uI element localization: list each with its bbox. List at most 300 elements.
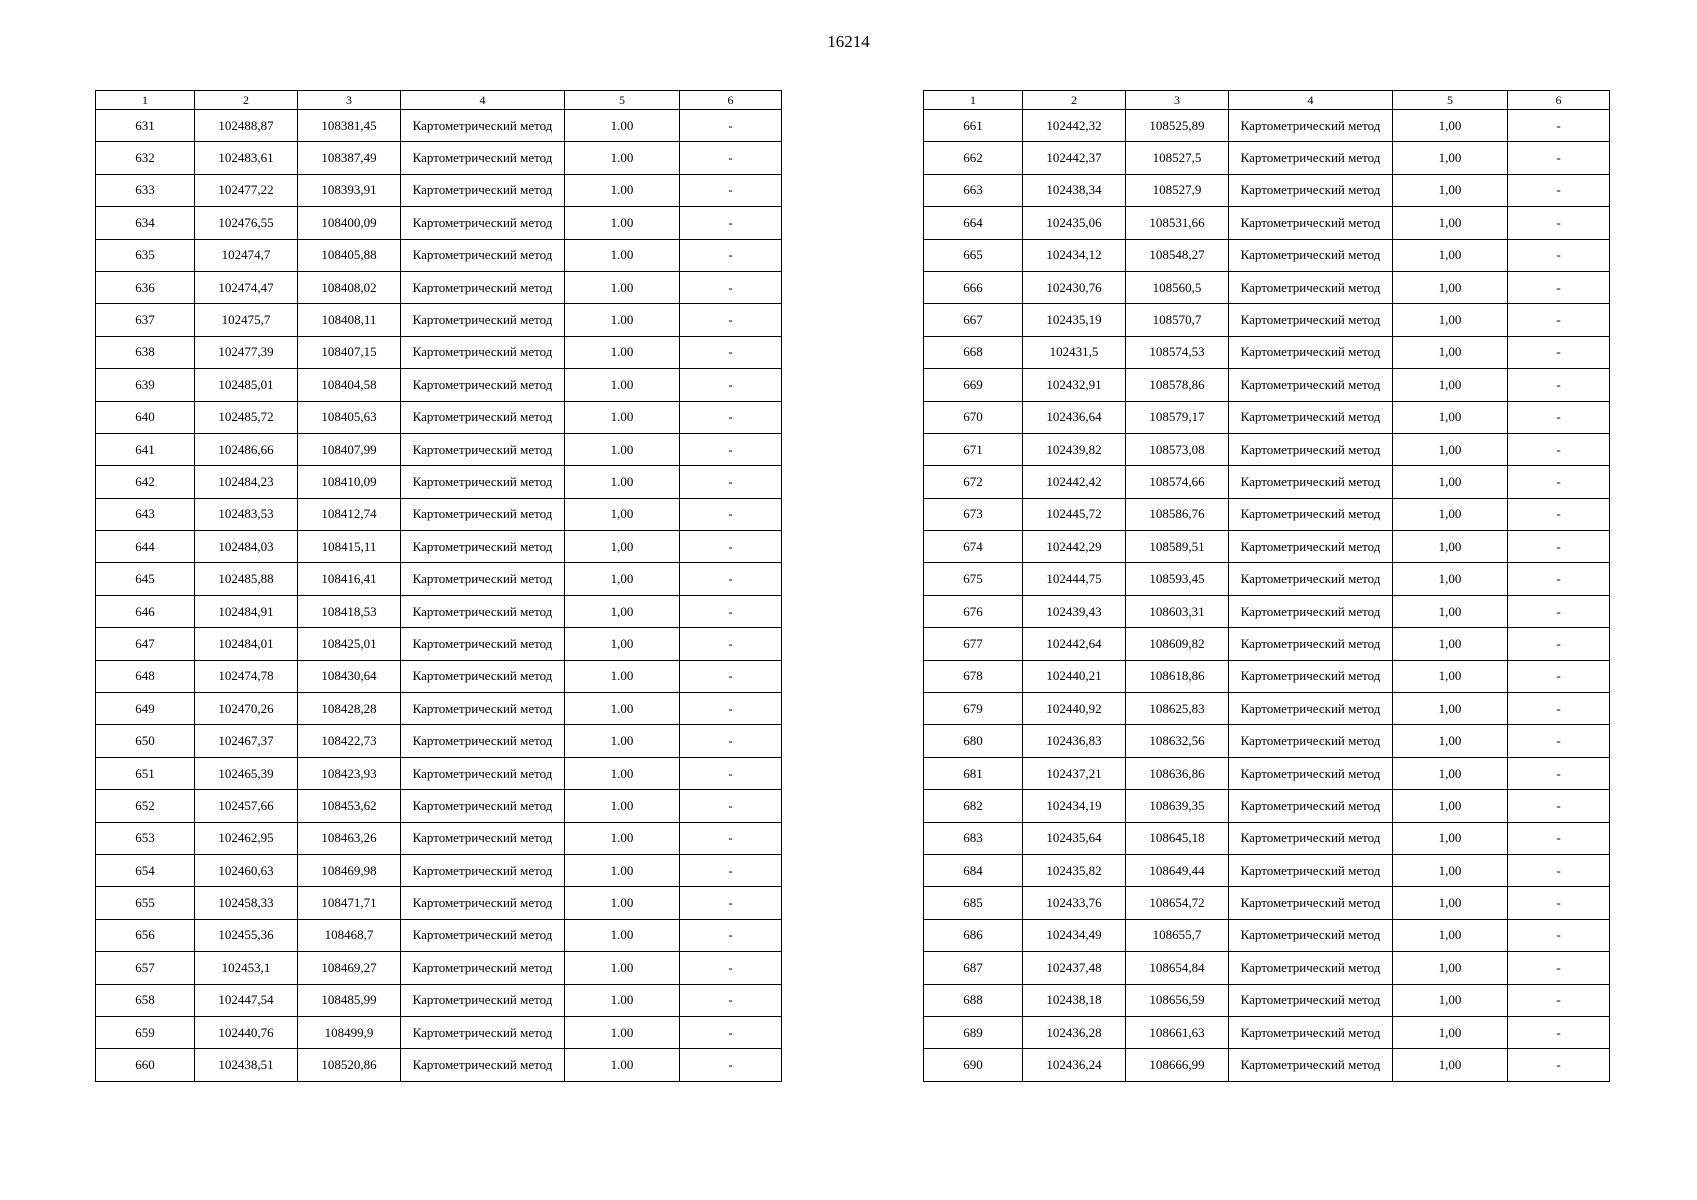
x-coordinate-cell: 102484,01 (195, 628, 298, 660)
method-cell: Картометрический метод (1229, 271, 1393, 303)
note-cell: - (1508, 595, 1610, 627)
y-coordinate-cell: 108573,08 (1126, 433, 1229, 465)
x-coordinate-cell: 102484,91 (195, 595, 298, 627)
note-cell: - (1508, 757, 1610, 789)
method-cell: Картометрический метод (1229, 984, 1393, 1016)
method-cell: Картометрический метод (401, 531, 565, 563)
x-coordinate-cell: 102442,32 (1023, 110, 1126, 142)
method-cell: Картометрический метод (401, 919, 565, 951)
method-cell: Картометрический метод (1229, 822, 1393, 854)
method-cell: Картометрический метод (401, 433, 565, 465)
note-cell: - (680, 628, 782, 660)
y-coordinate-cell: 108453,62 (298, 790, 401, 822)
x-coordinate-cell: 102474,47 (195, 271, 298, 303)
note-cell: - (1508, 110, 1610, 142)
note-cell: - (680, 239, 782, 271)
x-coordinate-cell: 102484,23 (195, 466, 298, 498)
point-number-cell: 660 (96, 1049, 195, 1081)
table-row (96, 1049, 782, 1081)
column-header: 3 (298, 91, 401, 110)
method-cell: Картометрический метод (401, 595, 565, 627)
note-cell: - (680, 531, 782, 563)
y-coordinate-cell: 108405,63 (298, 401, 401, 433)
note-cell: - (680, 433, 782, 465)
table-row (96, 887, 782, 919)
method-cell: Картометрический метод (401, 693, 565, 725)
y-coordinate-cell: 108410,09 (298, 466, 401, 498)
accuracy-cell: 1,00 (1393, 142, 1508, 174)
accuracy-cell: 1,00 (565, 595, 680, 627)
table-row (924, 207, 1610, 239)
y-coordinate-cell: 108415,11 (298, 531, 401, 563)
accuracy-cell: 1,00 (1393, 854, 1508, 886)
table-row (924, 271, 1610, 303)
y-coordinate-cell: 108531,66 (1126, 207, 1229, 239)
accuracy-cell: 1.00 (565, 1049, 680, 1081)
accuracy-cell: 1.00 (565, 757, 680, 789)
note-cell: - (1508, 563, 1610, 595)
x-coordinate-cell: 102474,78 (195, 660, 298, 692)
point-number-cell: 644 (96, 531, 195, 563)
y-coordinate-cell: 108654,72 (1126, 887, 1229, 919)
table-body (924, 110, 1610, 1082)
note-cell: - (1508, 142, 1610, 174)
method-cell: Картометрический метод (401, 336, 565, 368)
y-coordinate-cell: 108609,82 (1126, 628, 1229, 660)
point-number-cell: 631 (96, 110, 195, 142)
note-cell: - (680, 336, 782, 368)
accuracy-cell: 1.00 (565, 984, 680, 1016)
table-row (924, 725, 1610, 757)
note-cell: - (1508, 628, 1610, 660)
table-row (924, 401, 1610, 433)
x-coordinate-cell: 102447,54 (195, 984, 298, 1016)
note-cell: - (680, 1016, 782, 1048)
table-row (924, 239, 1610, 271)
y-coordinate-cell: 108603,31 (1126, 595, 1229, 627)
note-cell: - (680, 887, 782, 919)
y-coordinate-cell: 108520,86 (298, 1049, 401, 1081)
point-number-cell: 646 (96, 595, 195, 627)
point-number-cell: 652 (96, 790, 195, 822)
point-number-cell: 655 (96, 887, 195, 919)
x-coordinate-cell: 102488,87 (195, 110, 298, 142)
method-cell: Картометрический метод (1229, 433, 1393, 465)
accuracy-cell: 1.00 (565, 887, 680, 919)
column-header: 5 (1393, 91, 1508, 110)
x-coordinate-cell: 102440,76 (195, 1016, 298, 1048)
note-cell: - (1508, 887, 1610, 919)
table-row (924, 304, 1610, 336)
method-cell: Картометрический метод (1229, 239, 1393, 271)
table-row (96, 110, 782, 142)
method-cell: Картометрический метод (401, 725, 565, 757)
table-row (96, 1016, 782, 1048)
point-number-cell: 663 (924, 174, 1023, 206)
method-cell: Картометрический метод (401, 271, 565, 303)
table-row (924, 757, 1610, 789)
accuracy-cell: 1,00 (1393, 433, 1508, 465)
table-row (924, 531, 1610, 563)
table-row (96, 304, 782, 336)
point-number-cell: 632 (96, 142, 195, 174)
note-cell: - (1508, 725, 1610, 757)
y-coordinate-cell: 108636,86 (1126, 757, 1229, 789)
table-row (96, 369, 782, 401)
point-number-cell: 645 (96, 563, 195, 595)
x-coordinate-cell: 102431,5 (1023, 336, 1126, 368)
x-coordinate-cell: 102453,1 (195, 952, 298, 984)
note-cell: - (1508, 1049, 1610, 1081)
x-coordinate-cell: 102483,53 (195, 498, 298, 530)
point-number-cell: 676 (924, 595, 1023, 627)
note-cell: - (680, 304, 782, 336)
x-coordinate-cell: 102474,7 (195, 239, 298, 271)
table-row (96, 271, 782, 303)
y-coordinate-cell: 108418,53 (298, 595, 401, 627)
point-number-cell: 654 (96, 854, 195, 886)
accuracy-cell: 1.00 (565, 466, 680, 498)
method-cell: Картометрический метод (401, 563, 565, 595)
method-cell: Картометрический метод (1229, 174, 1393, 206)
accuracy-cell: 1,00 (1393, 369, 1508, 401)
method-cell: Картометрический метод (401, 498, 565, 530)
y-coordinate-cell: 108593,45 (1126, 563, 1229, 595)
accuracy-cell: 1,00 (1393, 110, 1508, 142)
x-coordinate-cell: 102439,82 (1023, 433, 1126, 465)
point-number-cell: 651 (96, 757, 195, 789)
table-row (924, 595, 1610, 627)
x-coordinate-cell: 102430,76 (1023, 271, 1126, 303)
column-header: 4 (1229, 91, 1393, 110)
accuracy-cell: 1,00 (1393, 1049, 1508, 1081)
table-row (96, 919, 782, 951)
y-coordinate-cell: 108469,27 (298, 952, 401, 984)
accuracy-cell: 1,00 (1393, 336, 1508, 368)
x-coordinate-cell: 102435,06 (1023, 207, 1126, 239)
table-row (96, 207, 782, 239)
note-cell: - (680, 725, 782, 757)
y-coordinate-cell: 108589,51 (1126, 531, 1229, 563)
x-coordinate-cell: 102435,82 (1023, 854, 1126, 886)
x-coordinate-cell: 102438,34 (1023, 174, 1126, 206)
method-cell: Картометрический метод (401, 822, 565, 854)
y-coordinate-cell: 108404,58 (298, 369, 401, 401)
y-coordinate-cell: 108408,02 (298, 271, 401, 303)
table-row (924, 693, 1610, 725)
point-number-cell: 636 (96, 271, 195, 303)
point-number-cell: 678 (924, 660, 1023, 692)
method-cell: Картометрический метод (1229, 110, 1393, 142)
x-coordinate-cell: 102442,29 (1023, 531, 1126, 563)
note-cell: - (1508, 952, 1610, 984)
point-number-cell: 686 (924, 919, 1023, 951)
y-coordinate-cell: 108579,17 (1126, 401, 1229, 433)
method-cell: Картометрический метод (1229, 757, 1393, 789)
table-row (924, 887, 1610, 919)
method-cell: Картометрический метод (1229, 466, 1393, 498)
x-coordinate-cell: 102477,22 (195, 174, 298, 206)
accuracy-cell: 1.00 (565, 304, 680, 336)
table-row (924, 466, 1610, 498)
method-cell: Картометрический метод (401, 401, 565, 433)
point-number-cell: 672 (924, 466, 1023, 498)
point-number-cell: 680 (924, 725, 1023, 757)
y-coordinate-cell: 108645,18 (1126, 822, 1229, 854)
method-cell: Картометрический метод (1229, 628, 1393, 660)
note-cell: - (1508, 207, 1610, 239)
y-coordinate-cell: 108655,7 (1126, 919, 1229, 951)
note-cell: - (680, 822, 782, 854)
method-cell: Картометрический метод (1229, 1049, 1393, 1081)
table-row (96, 854, 782, 886)
y-coordinate-cell: 108400,09 (298, 207, 401, 239)
point-number-cell: 640 (96, 401, 195, 433)
table-row (924, 952, 1610, 984)
y-coordinate-cell: 108423,93 (298, 757, 401, 789)
x-coordinate-cell: 102455,36 (195, 919, 298, 951)
note-cell: - (1508, 790, 1610, 822)
table-row (924, 790, 1610, 822)
y-coordinate-cell: 108469,98 (298, 854, 401, 886)
method-cell: Картометрический метод (1229, 1016, 1393, 1048)
x-coordinate-cell: 102444,75 (1023, 563, 1126, 595)
accuracy-cell: 1,00 (1393, 1016, 1508, 1048)
table-row (96, 466, 782, 498)
method-cell: Картометрический метод (401, 790, 565, 822)
method-cell: Картометрический метод (401, 628, 565, 660)
method-cell: Картометрический метод (1229, 401, 1393, 433)
accuracy-cell: 1.00 (565, 919, 680, 951)
method-cell: Картометрический метод (1229, 887, 1393, 919)
point-number-cell: 689 (924, 1016, 1023, 1048)
header-row (96, 91, 782, 110)
note-cell: - (1508, 498, 1610, 530)
table-row (96, 822, 782, 854)
table-row (96, 952, 782, 984)
note-cell: - (1508, 693, 1610, 725)
note-cell: - (1508, 466, 1610, 498)
method-cell: Картометрический метод (1229, 660, 1393, 692)
method-cell: Картометрический метод (1229, 207, 1393, 239)
accuracy-cell: 1,00 (1393, 952, 1508, 984)
column-header: 5 (565, 91, 680, 110)
x-coordinate-cell: 102439,43 (1023, 595, 1126, 627)
y-coordinate-cell: 108574,66 (1126, 466, 1229, 498)
note-cell: - (680, 369, 782, 401)
accuracy-cell: 1.00 (565, 952, 680, 984)
x-coordinate-cell: 102434,49 (1023, 919, 1126, 951)
point-number-cell: 647 (96, 628, 195, 660)
table-row (96, 401, 782, 433)
note-cell: - (680, 952, 782, 984)
table-row (96, 660, 782, 692)
y-coordinate-cell: 108381,45 (298, 110, 401, 142)
method-cell: Картометрический метод (1229, 531, 1393, 563)
table-row (96, 725, 782, 757)
table-row (96, 628, 782, 660)
method-cell: Картометрический метод (1229, 952, 1393, 984)
accuracy-cell: 1,00 (1393, 693, 1508, 725)
accuracy-cell: 1.00 (565, 336, 680, 368)
x-coordinate-cell: 102434,12 (1023, 239, 1126, 271)
y-coordinate-cell: 108425,01 (298, 628, 401, 660)
accuracy-cell: 1.00 (565, 725, 680, 757)
method-cell: Картометрический метод (401, 660, 565, 692)
x-coordinate-cell: 102440,21 (1023, 660, 1126, 692)
accuracy-cell: 1.00 (565, 239, 680, 271)
accuracy-cell: 1.00 (565, 142, 680, 174)
x-coordinate-cell: 102465,39 (195, 757, 298, 789)
y-coordinate-cell: 108656,59 (1126, 984, 1229, 1016)
y-coordinate-cell: 108422,73 (298, 725, 401, 757)
table-row (96, 757, 782, 789)
accuracy-cell: 1,00 (1393, 563, 1508, 595)
point-number-cell: 643 (96, 498, 195, 530)
method-cell: Картометрический метод (401, 174, 565, 206)
y-coordinate-cell: 108416,41 (298, 563, 401, 595)
point-number-cell: 638 (96, 336, 195, 368)
accuracy-cell: 1,00 (565, 563, 680, 595)
note-cell: - (1508, 1016, 1610, 1048)
x-coordinate-cell: 102442,37 (1023, 142, 1126, 174)
note-cell: - (680, 271, 782, 303)
point-number-cell: 641 (96, 433, 195, 465)
table-row (924, 1016, 1610, 1048)
note-cell: - (680, 660, 782, 692)
method-cell: Картометрический метод (401, 1049, 565, 1081)
point-number-cell: 634 (96, 207, 195, 239)
method-cell: Картометрический метод (1229, 595, 1393, 627)
point-number-cell: 671 (924, 433, 1023, 465)
point-number-cell: 667 (924, 304, 1023, 336)
x-coordinate-cell: 102484,03 (195, 531, 298, 563)
method-cell: Картометрический метод (1229, 693, 1393, 725)
point-number-cell: 679 (924, 693, 1023, 725)
note-cell: - (680, 757, 782, 789)
y-coordinate-cell: 108468,7 (298, 919, 401, 951)
table-row (924, 369, 1610, 401)
y-coordinate-cell: 108463,26 (298, 822, 401, 854)
x-coordinate-cell: 102435,64 (1023, 822, 1126, 854)
accuracy-cell: 1,00 (1393, 628, 1508, 660)
y-coordinate-cell: 108618,86 (1126, 660, 1229, 692)
x-coordinate-cell: 102458,33 (195, 887, 298, 919)
x-coordinate-cell: 102460,63 (195, 854, 298, 886)
note-cell: - (680, 466, 782, 498)
table-row (924, 336, 1610, 368)
point-number-cell: 690 (924, 1049, 1023, 1081)
point-number-cell: 665 (924, 239, 1023, 271)
x-coordinate-cell: 102485,01 (195, 369, 298, 401)
y-coordinate-cell: 108639,35 (1126, 790, 1229, 822)
x-coordinate-cell: 102462,95 (195, 822, 298, 854)
table-row (924, 433, 1610, 465)
table-row (96, 693, 782, 725)
x-coordinate-cell: 102437,48 (1023, 952, 1126, 984)
header-row (924, 91, 1610, 110)
table-row (924, 563, 1610, 595)
point-number-cell: 677 (924, 628, 1023, 660)
y-coordinate-cell: 108661,63 (1126, 1016, 1229, 1048)
y-coordinate-cell: 108527,5 (1126, 142, 1229, 174)
y-coordinate-cell: 108586,76 (1126, 498, 1229, 530)
note-cell: - (1508, 433, 1610, 465)
note-cell: - (680, 401, 782, 433)
note-cell: - (1508, 271, 1610, 303)
table-body (96, 110, 782, 1082)
accuracy-cell: 1,00 (1393, 887, 1508, 919)
column-header: 2 (1023, 91, 1126, 110)
method-cell: Картометрический метод (1229, 854, 1393, 886)
note-cell: - (1508, 854, 1610, 886)
table-header (924, 91, 1610, 110)
point-number-cell: 673 (924, 498, 1023, 530)
x-coordinate-cell: 102436,83 (1023, 725, 1126, 757)
table-row (924, 984, 1610, 1016)
method-cell: Картометрический метод (401, 466, 565, 498)
y-coordinate-cell: 108527,9 (1126, 174, 1229, 206)
point-number-cell: 637 (96, 304, 195, 336)
note-cell: - (680, 110, 782, 142)
x-coordinate-cell: 102457,66 (195, 790, 298, 822)
accuracy-cell: 1.00 (565, 660, 680, 692)
accuracy-cell: 1,00 (565, 628, 680, 660)
y-coordinate-cell: 108407,15 (298, 336, 401, 368)
table-row (924, 854, 1610, 886)
table-row (924, 660, 1610, 692)
point-number-cell: 687 (924, 952, 1023, 984)
y-coordinate-cell: 108654,84 (1126, 952, 1229, 984)
method-cell: Картометрический метод (401, 854, 565, 886)
y-coordinate-cell: 108407,99 (298, 433, 401, 465)
accuracy-cell: 1,00 (1393, 822, 1508, 854)
x-coordinate-cell: 102434,19 (1023, 790, 1126, 822)
point-number-cell: 683 (924, 822, 1023, 854)
method-cell: Картометрический метод (1229, 304, 1393, 336)
method-cell: Картометрический метод (401, 984, 565, 1016)
method-cell: Картометрический метод (401, 952, 565, 984)
x-coordinate-cell: 102436,28 (1023, 1016, 1126, 1048)
point-number-cell: 666 (924, 271, 1023, 303)
accuracy-cell: 1,00 (1393, 984, 1508, 1016)
x-coordinate-cell: 102476,55 (195, 207, 298, 239)
table-row (924, 1049, 1610, 1081)
point-number-cell: 639 (96, 369, 195, 401)
x-coordinate-cell: 102475,7 (195, 304, 298, 336)
note-cell: - (680, 563, 782, 595)
accuracy-cell: 1,00 (565, 531, 680, 563)
accuracy-cell: 1.00 (565, 1016, 680, 1048)
point-number-cell: 642 (96, 466, 195, 498)
method-cell: Картометрический метод (401, 304, 565, 336)
coordinates-table-left (95, 90, 782, 1082)
accuracy-cell: 1,00 (1393, 271, 1508, 303)
method-cell: Картометрический метод (1229, 790, 1393, 822)
method-cell: Картометрический метод (401, 239, 565, 271)
method-cell: Картометрический метод (1229, 725, 1393, 757)
method-cell: Картометрический метод (1229, 919, 1393, 951)
column-header: 4 (401, 91, 565, 110)
x-coordinate-cell: 102438,18 (1023, 984, 1126, 1016)
note-cell: - (1508, 984, 1610, 1016)
method-cell: Картометрический метод (1229, 498, 1393, 530)
accuracy-cell: 1,00 (1393, 790, 1508, 822)
y-coordinate-cell: 108649,44 (1126, 854, 1229, 886)
method-cell: Картометрический метод (1229, 336, 1393, 368)
accuracy-cell: 1.00 (565, 369, 680, 401)
page-number: 16214 (827, 32, 870, 51)
